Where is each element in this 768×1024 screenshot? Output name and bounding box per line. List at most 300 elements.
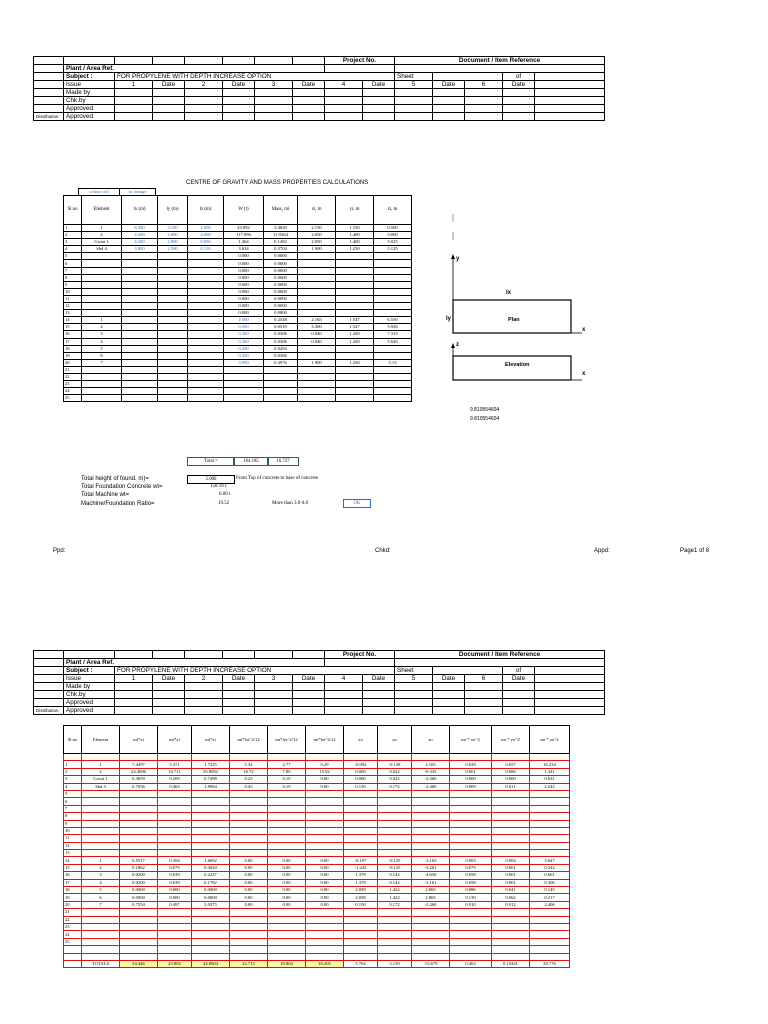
approved-label: Approved [64, 105, 115, 113]
issue-column-9: Date [433, 675, 465, 683]
table-cell: 0.29 [306, 761, 344, 768]
table-cell: 0.45 [230, 783, 268, 790]
header-cell [153, 57, 185, 65]
header-cell [363, 699, 395, 707]
row-number: 4 [64, 783, 82, 790]
table-cell [192, 827, 230, 834]
table-cell: 11.9364 [264, 232, 298, 239]
ly-label: ly [446, 316, 452, 322]
table-row [64, 295, 412, 302]
header-cell [153, 683, 185, 691]
table-cell: 5 [82, 345, 122, 352]
header-cell [325, 113, 363, 121]
column-header: W (t) [224, 196, 264, 225]
header-cell [255, 57, 293, 65]
table-cell [306, 805, 344, 812]
table-cell: 1.000 [188, 225, 224, 232]
table-cell [268, 850, 306, 857]
table-row [64, 761, 570, 768]
table-cell: 3.300 [298, 324, 336, 331]
column-header: mi*zi [192, 726, 230, 754]
table-cell: 2 [82, 864, 120, 871]
table-row [64, 931, 570, 938]
table-cell [336, 395, 374, 402]
table-cell: 0.00 [306, 901, 344, 908]
header-cell [185, 699, 223, 707]
table-cell [158, 931, 192, 938]
table-cell: -0.128 [378, 761, 412, 768]
table-cell [412, 909, 450, 916]
table-cell [298, 395, 336, 402]
row-number: 10 [64, 288, 82, 295]
table-cell: TOTALS [82, 960, 120, 967]
header-cell [34, 97, 64, 105]
table-cell [188, 381, 224, 388]
column-header: xi, m [298, 196, 336, 225]
table-cell: 2.150 [298, 225, 336, 232]
table-cell [450, 805, 492, 812]
table-cell: 1.260 [336, 331, 374, 338]
table-cell [188, 281, 224, 288]
header-cell [395, 691, 433, 699]
table-cell [412, 790, 450, 797]
table-cell: 2.800 [158, 232, 188, 239]
header-cell [535, 113, 605, 121]
row-number: 10 [64, 827, 82, 834]
header-cell [34, 667, 64, 675]
column-header: yo [378, 726, 412, 754]
header-cell [64, 651, 115, 659]
issue-column-6: 4 [325, 675, 363, 683]
row-number: 8 [64, 274, 82, 281]
table-cell: 16.205 [306, 960, 344, 967]
table-cell [158, 820, 192, 827]
table-cell: 0.00 [230, 879, 268, 886]
table-cell [230, 931, 268, 938]
table-cell: 0.00 [268, 901, 306, 908]
table-cell: 1.422 [378, 894, 412, 901]
table-cell: 0.0000 [192, 887, 230, 894]
row-number: 24 [64, 388, 82, 395]
table-cell: 0.200 [224, 345, 264, 352]
row-number: 2 [64, 232, 82, 239]
table-cell: -3.261 [412, 864, 450, 871]
table-cell [378, 835, 412, 842]
row-number: 17 [64, 879, 82, 886]
table-cell [82, 813, 120, 820]
table-cell [298, 373, 336, 380]
table-cell: 1.464 [224, 239, 264, 246]
column-header: ly (m) [158, 196, 188, 225]
header-cell [535, 683, 605, 691]
column-header: zo [412, 726, 450, 754]
table-cell: -0.335 [412, 768, 450, 775]
header-cell [115, 683, 153, 691]
table-cell [192, 805, 230, 812]
table-cell: 34.446 [120, 960, 158, 967]
table-cell: -1.242 [344, 864, 378, 871]
table-cell [158, 916, 192, 923]
lx-label: lx [506, 290, 512, 296]
table-cell [158, 381, 188, 388]
header-cell [185, 683, 223, 691]
row-number: 15 [64, 864, 82, 871]
machine-label: Total Machine wt= [81, 492, 130, 498]
issue-column-9: Date [433, 81, 465, 89]
row-number: 6 [64, 798, 82, 805]
header-cell [433, 683, 465, 691]
column-header: yi, m [336, 196, 374, 225]
issue-column-11: Date [503, 675, 535, 683]
table-cell [336, 345, 374, 352]
table-cell [122, 288, 158, 295]
table-row [64, 776, 570, 783]
table-cell [122, 331, 158, 338]
diagram-value-1: 9.810554604 [470, 407, 500, 413]
header-cell [115, 105, 153, 113]
table-cell: 0.19441 [492, 960, 530, 967]
table-cell: 2.406 [530, 901, 570, 908]
table-cell: 0.006 [344, 776, 378, 783]
table-cell: 0.00 [306, 887, 344, 894]
table-cell [192, 909, 230, 916]
table-row [64, 813, 570, 820]
issue-column-4: 3 [255, 675, 293, 683]
table-cell [188, 338, 224, 345]
header-cell [255, 651, 293, 659]
checked-by-label: Chk.by [64, 97, 115, 105]
table-cell: 0.006 [344, 768, 378, 775]
table-cell [122, 303, 158, 310]
table-cell: 0.0000 [192, 894, 230, 901]
issue-column-1: Date [153, 81, 185, 89]
table-cell [492, 827, 530, 834]
header-cell [223, 707, 255, 715]
total-label: Total = [187, 457, 235, 466]
table-row [64, 310, 412, 317]
table-cell [192, 813, 230, 820]
elevation-label: Elevation [505, 362, 530, 368]
table-cell: 0.012 [492, 901, 530, 908]
table-cell: 0.039 [158, 879, 192, 886]
table-cell [230, 790, 268, 797]
table-cell [306, 946, 344, 953]
table-cell [374, 310, 412, 317]
issue-column-3: Date [223, 675, 255, 683]
table-cell: 0.2237 [192, 872, 230, 879]
table-cell [378, 923, 412, 930]
table-cell [82, 754, 120, 761]
table-cell [192, 938, 230, 945]
table-cell: 0.001 [492, 864, 530, 871]
table-cell [122, 324, 158, 331]
header-cell [293, 683, 325, 691]
header-cell [395, 113, 433, 121]
column-header: lx (m) [122, 196, 158, 225]
table-cell: 1.378 [344, 872, 378, 879]
table-cell [82, 274, 122, 281]
table-cell: 0.0000 [264, 310, 298, 317]
table-cell: 0.00 [306, 894, 344, 901]
table-cell: 2.865 [412, 894, 450, 901]
table-cell [412, 931, 450, 938]
table-cell: 0.000 [158, 887, 192, 894]
table-cell: 0.00 [306, 783, 344, 790]
table-cell: 0.00 [268, 879, 306, 886]
checked-by-label: Chk.by [64, 691, 115, 699]
header-cell [325, 691, 363, 699]
header-cell [433, 113, 465, 121]
table-cell: 0.7498 [192, 776, 230, 783]
table-cell [230, 850, 268, 857]
table-cell [82, 281, 122, 288]
table-cell [298, 381, 336, 388]
table-cell [82, 253, 122, 260]
header-cell [255, 113, 293, 121]
table-cell [82, 260, 122, 267]
table-cell [158, 274, 188, 281]
table-cell [374, 345, 412, 352]
table-row [64, 331, 412, 338]
table-cell [336, 274, 374, 281]
table-cell [224, 395, 264, 402]
table-cell [492, 850, 530, 857]
table-cell: -0.125 [378, 864, 412, 871]
header-cell [395, 105, 433, 113]
table-cell [82, 850, 120, 857]
table-cell [344, 931, 378, 938]
table-row [64, 373, 412, 380]
header-cell [433, 73, 503, 81]
table-cell: 2.865 [412, 887, 450, 894]
table-row [64, 909, 570, 916]
table-cell [378, 820, 412, 827]
table-cell [192, 916, 230, 923]
table-cell [158, 281, 188, 288]
header-cell [535, 667, 605, 675]
row-number: 5 [64, 253, 82, 260]
table-cell: 5.626 [374, 338, 412, 345]
table-cell [158, 388, 188, 395]
header-cell [185, 651, 223, 659]
table-cell [82, 366, 122, 373]
header-cell [535, 73, 605, 81]
table-cell [530, 790, 570, 797]
table-cell: 0.0000 [264, 295, 298, 302]
header-cell [115, 699, 153, 707]
header-cell [34, 659, 64, 667]
table-cell: 1.900 [298, 359, 336, 366]
table-cell: 0.306 [530, 879, 570, 886]
table-cell [450, 953, 492, 960]
table-cell: 7.80 [268, 768, 306, 775]
header-cell [34, 65, 64, 73]
header-cell [223, 97, 255, 105]
row-number: 23 [64, 923, 82, 930]
table-row [64, 783, 570, 790]
table-cell: 5.764 [344, 960, 378, 967]
table-cell: 0.000 [224, 274, 264, 281]
column-header: Sl.no [64, 196, 82, 225]
table-row [64, 388, 412, 395]
header-cell [185, 105, 223, 113]
table-cell: 3.900 [224, 359, 264, 366]
table-cell: 4.300 [122, 239, 158, 246]
table-cell [120, 805, 158, 812]
axis-y-label: y [456, 256, 460, 262]
table-cell: 0.840 [298, 338, 336, 345]
table-cell [374, 381, 412, 388]
table-cell: 0.1862 [120, 864, 158, 871]
table-cell: 1.550 [336, 225, 374, 232]
table-cell: 1.260 [336, 338, 374, 345]
table-cell [82, 288, 122, 295]
table-cell: 0.217 [530, 894, 570, 901]
row-number: 4 [64, 246, 82, 253]
table-cell [336, 253, 374, 260]
header-cell [535, 707, 605, 715]
table-cell [82, 303, 122, 310]
table-cell: 44.8004 [192, 960, 230, 967]
table-cell [344, 790, 378, 797]
table-cell [82, 931, 120, 938]
table-row [64, 887, 570, 894]
table-cell [192, 923, 230, 930]
table-cell: 0.145 [530, 887, 570, 894]
table-cell [306, 953, 344, 960]
table-cell [306, 842, 344, 849]
made-by-label: Made by [64, 683, 115, 691]
table-cell [450, 820, 492, 827]
table-cell: 3.647 [530, 857, 570, 864]
header-cell [433, 89, 465, 97]
header-cell [255, 691, 293, 699]
table-cell: 0.00 [268, 872, 306, 879]
table-cell: 0.0306 [264, 352, 298, 359]
table-cell [224, 381, 264, 388]
table-cell [492, 835, 530, 842]
table-cell [412, 916, 450, 923]
issue-column-11: Date [503, 81, 535, 89]
table-cell: Grout 1 [82, 776, 120, 783]
row-number: 11 [64, 295, 82, 302]
table-cell [158, 790, 192, 797]
table-row [64, 790, 570, 797]
table-cell [120, 946, 158, 953]
table-cell [374, 281, 412, 288]
header-cell [185, 707, 223, 715]
table-cell [122, 274, 158, 281]
table-cell [450, 946, 492, 953]
header-cell [535, 699, 605, 707]
table-cell: 2.800 [158, 239, 188, 246]
header-cell [115, 691, 153, 699]
header-cell [363, 683, 395, 691]
table-cell: 1 [82, 317, 122, 324]
column-header: lz (m) [188, 196, 224, 225]
sheet-label: Sheet [395, 73, 433, 81]
header-cell [223, 113, 255, 121]
header-cell [293, 699, 325, 707]
table-cell [412, 842, 450, 849]
table-cell: 0.058 [450, 879, 492, 886]
table-cell: 0.006 [492, 768, 530, 775]
table-cell [306, 798, 344, 805]
table-cell: 2.500 [158, 246, 188, 253]
header-cell [223, 691, 255, 699]
table-cell [450, 931, 492, 938]
table-cell: -0.092 [344, 761, 378, 768]
table-row [64, 274, 412, 281]
row-number: 25 [64, 938, 82, 945]
table-row [64, 805, 570, 812]
ok-badge: OK [343, 499, 371, 508]
column-header: xo [344, 726, 378, 754]
table-cell: 33.992 [224, 225, 264, 232]
table-cell [378, 953, 412, 960]
table-cell: 0.029 [450, 761, 492, 768]
table-cell [120, 931, 158, 938]
table-cell [264, 388, 298, 395]
header-cell [223, 651, 255, 659]
table-cell: 0.010 [450, 901, 492, 908]
table-cell [530, 835, 570, 842]
table-cell: 1.547 [336, 324, 374, 331]
header-cell [293, 707, 325, 715]
header-cell [535, 81, 605, 89]
table-cell [192, 953, 230, 960]
table-cell: 2.050 [298, 232, 336, 239]
table-cell [264, 366, 298, 373]
total-weight: 164.185 [233, 457, 269, 466]
table-row [64, 345, 412, 352]
table-cell [224, 388, 264, 395]
page2-header-block [33, 650, 605, 715]
table-cell [188, 317, 224, 324]
table-cell [412, 835, 450, 842]
table-cell [120, 909, 158, 916]
table-cell: Skd 4 [82, 246, 122, 253]
document-reference-label: Document / Item Reference [395, 651, 605, 659]
table-cell [492, 813, 530, 820]
column-header: mi*xi [120, 726, 158, 754]
table-cell: 35.8092 [192, 768, 230, 775]
table-row [64, 827, 570, 834]
table-cell: 2.058 [344, 887, 378, 894]
row-number: 9 [64, 820, 82, 827]
header-cell [325, 65, 395, 73]
table-cell: 0.001 [450, 768, 492, 775]
row-number: 3 [64, 239, 82, 246]
header-cell [433, 105, 465, 113]
table-cell [306, 938, 344, 945]
table-cell: 0.009 [450, 783, 492, 790]
table-cell [374, 352, 412, 359]
table-cell [306, 754, 344, 761]
column-header: mi * zo^2 [530, 726, 570, 754]
table-cell [230, 938, 268, 945]
table-cell [344, 909, 378, 916]
table-cell: 2 [82, 768, 120, 775]
table-cell: 3 [82, 331, 122, 338]
row-number [64, 953, 82, 960]
table-cell: 0.000 [158, 894, 192, 901]
table-cell [492, 916, 530, 923]
header-cell [115, 89, 153, 97]
table-cell [530, 842, 570, 849]
table-cell: 0.300 [224, 352, 264, 359]
row-number: 18 [64, 887, 82, 894]
